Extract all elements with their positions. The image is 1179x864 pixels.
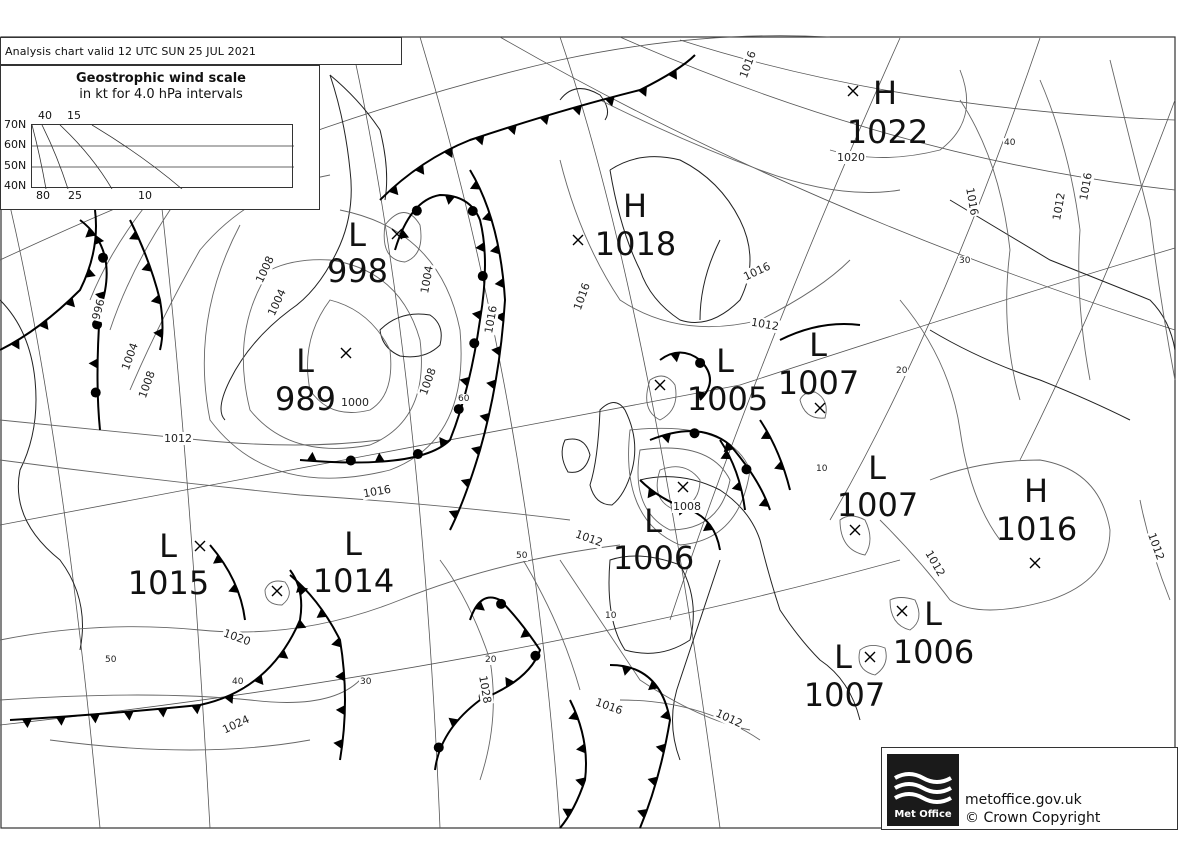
isobar-label: 1012 — [713, 706, 745, 731]
front-semicircle — [98, 253, 108, 263]
logo-text: Met Office — [894, 809, 952, 820]
front-semicircle — [454, 404, 464, 414]
isobar-label: 1016 — [963, 186, 981, 217]
wind-scale-subtitle: in kt for 4.0 hPa intervals — [79, 87, 243, 102]
centre-cross-icon — [850, 525, 860, 535]
pressure-system-type: H — [872, 74, 898, 112]
pressure-system-type: L — [296, 342, 314, 380]
front-triangle — [333, 739, 343, 749]
isobar-label: 1012 — [750, 315, 780, 334]
front-semicircle — [469, 338, 479, 348]
isobar-label: 1016 — [482, 304, 500, 335]
pressure-system-type: L — [348, 216, 366, 254]
isobar-label: 1016 — [571, 281, 593, 312]
front-semicircle — [412, 206, 422, 216]
lat-label: 10 — [605, 611, 617, 621]
front-semicircle — [690, 428, 700, 438]
lat-label: 10 — [816, 464, 828, 474]
front-triangle — [472, 310, 482, 320]
pressure-system-type: L — [344, 525, 362, 563]
wind-bottom-label: 10 — [138, 189, 152, 202]
lat-label: 20 — [896, 366, 908, 376]
isobar-label: 1004 — [418, 264, 436, 295]
front-triangle — [56, 716, 66, 725]
front-triangle — [191, 705, 201, 715]
lat-label: 60 — [458, 394, 470, 404]
wind-bottom-label: 80 — [36, 189, 50, 202]
isobar-label: 1012 — [1145, 531, 1167, 562]
wind-scale-grid — [31, 124, 293, 188]
isobar-label: 1012 — [164, 432, 192, 445]
wind-scale-title: Geostrophic wind scale — [75, 71, 246, 86]
isobar-label: 1008 — [136, 369, 158, 400]
isobar-label: 1020 — [837, 151, 865, 164]
pressure-system-type: L — [159, 527, 177, 565]
wind-top-label: 40 — [38, 109, 52, 122]
isobar-label: 1004 — [265, 287, 289, 318]
pressure-system-value: 1007 — [836, 486, 919, 524]
lat-label: 40 — [232, 677, 244, 687]
isobar-label: 1016 — [741, 259, 773, 284]
chart-title: Analysis chart valid 12 UTC SUN 25 JUL 2021 — [5, 45, 257, 58]
pressure-system-value: 1005 — [686, 380, 769, 418]
pressure-system-type: H — [1023, 472, 1049, 510]
isobar-label: 1020 — [221, 626, 253, 649]
copyright-text: © Crown Copyright — [965, 810, 1101, 826]
pressure-system-value: 1014 — [312, 562, 395, 600]
centre-cross-icon — [341, 348, 351, 358]
front-triangle — [90, 714, 100, 723]
front-triangle — [158, 708, 168, 717]
lat-label: 40 — [1004, 138, 1016, 148]
centre-cross-icon — [272, 586, 282, 596]
isobar-label: 1004 — [119, 341, 141, 372]
occluded-front — [650, 431, 770, 510]
isobar-label: 1016 — [1077, 171, 1095, 202]
front-semicircle — [478, 271, 488, 281]
centre-cross-icon — [655, 380, 665, 390]
front-triangle — [495, 278, 504, 288]
lat-label: 50 — [105, 655, 117, 665]
front-triangle — [124, 711, 134, 720]
pressure-system-value: 1018 — [594, 225, 677, 263]
centre-cross-icon — [678, 482, 688, 492]
isobar-label: 1008 — [673, 500, 701, 513]
front-triangle — [89, 358, 98, 368]
wind-lat-label: 60N — [4, 138, 27, 151]
isobar-label: 1016 — [737, 49, 759, 80]
isobar-label: 1016 — [362, 482, 392, 501]
pressure-system-value: 989 — [274, 380, 337, 418]
front-semicircle — [468, 206, 478, 216]
front-triangle — [445, 195, 455, 205]
pressure-system-type: L — [716, 342, 734, 380]
centre-cross-icon — [1030, 558, 1040, 568]
pressure-system-value: 1022 — [846, 113, 929, 151]
lat-label: 30 — [360, 677, 372, 687]
isobar-label: 1028 — [476, 674, 494, 705]
pressure-system-type: L — [809, 326, 827, 364]
pressure-system-type: L — [924, 595, 942, 633]
centre-cross-icon — [815, 403, 825, 413]
wind-bottom-label: 25 — [68, 189, 82, 202]
front-triangle — [491, 346, 501, 356]
cold-front — [290, 575, 345, 760]
isobar-label: 1012 — [1050, 191, 1068, 222]
lat-label: 20 — [485, 655, 497, 665]
isobar-label: 1012 — [573, 527, 605, 550]
isobar-label: 1008 — [253, 254, 277, 285]
lat-label: 50 — [516, 551, 528, 561]
pressure-system-value: 1006 — [892, 633, 975, 671]
pressure-system-value: 1016 — [995, 510, 1078, 548]
cold-front — [380, 55, 695, 200]
website-link[interactable]: metoffice.gov.uk — [965, 792, 1082, 808]
front-semicircle — [496, 599, 506, 609]
pressure-system-type: L — [868, 449, 886, 487]
pressure-system-type: L — [834, 638, 852, 676]
front-triangle — [336, 705, 345, 715]
wind-lat-label: 40N — [4, 179, 27, 192]
isobar-label: 1016 — [593, 695, 625, 718]
front-semicircle — [413, 449, 423, 459]
title-box — [0, 37, 402, 65]
centre-cross-icon — [573, 235, 583, 245]
wind-lat-label: 50N — [4, 159, 27, 172]
isobar-label: 1000 — [341, 396, 369, 409]
wind-lat-label: 70N — [4, 118, 27, 131]
front-semicircle — [91, 388, 101, 398]
front-triangle — [307, 452, 317, 461]
isobar-label: 996 — [89, 297, 108, 322]
front-triangle — [670, 353, 680, 363]
isobar-label: 1024 — [220, 712, 252, 737]
pressure-system-value: 998 — [326, 252, 389, 290]
pressure-system-type: H — [622, 187, 648, 225]
pressure-system-value: 1006 — [612, 539, 695, 577]
wind-top-label: 15 — [67, 109, 81, 122]
cold-front — [760, 420, 790, 490]
front-semicircle — [346, 455, 356, 465]
front-triangle — [576, 744, 586, 754]
front-semicircle — [741, 464, 751, 474]
isobar-label: 1008 — [417, 366, 439, 397]
met-office-panel — [881, 747, 1178, 830]
pressure-system-type: L — [644, 502, 662, 540]
front-triangle — [22, 719, 32, 728]
wind-scale-panel — [0, 65, 320, 210]
front-semicircle — [530, 651, 540, 661]
lat-label: 30 — [959, 256, 971, 266]
met-office-logo[interactable] — [887, 754, 959, 826]
front-semicircle — [434, 742, 444, 752]
isobar-label: 1012 — [922, 548, 948, 579]
pressure-system-value: 1007 — [803, 676, 886, 714]
pressure-system-value: 1007 — [777, 364, 860, 402]
pressure-system-value: 1015 — [127, 564, 210, 602]
